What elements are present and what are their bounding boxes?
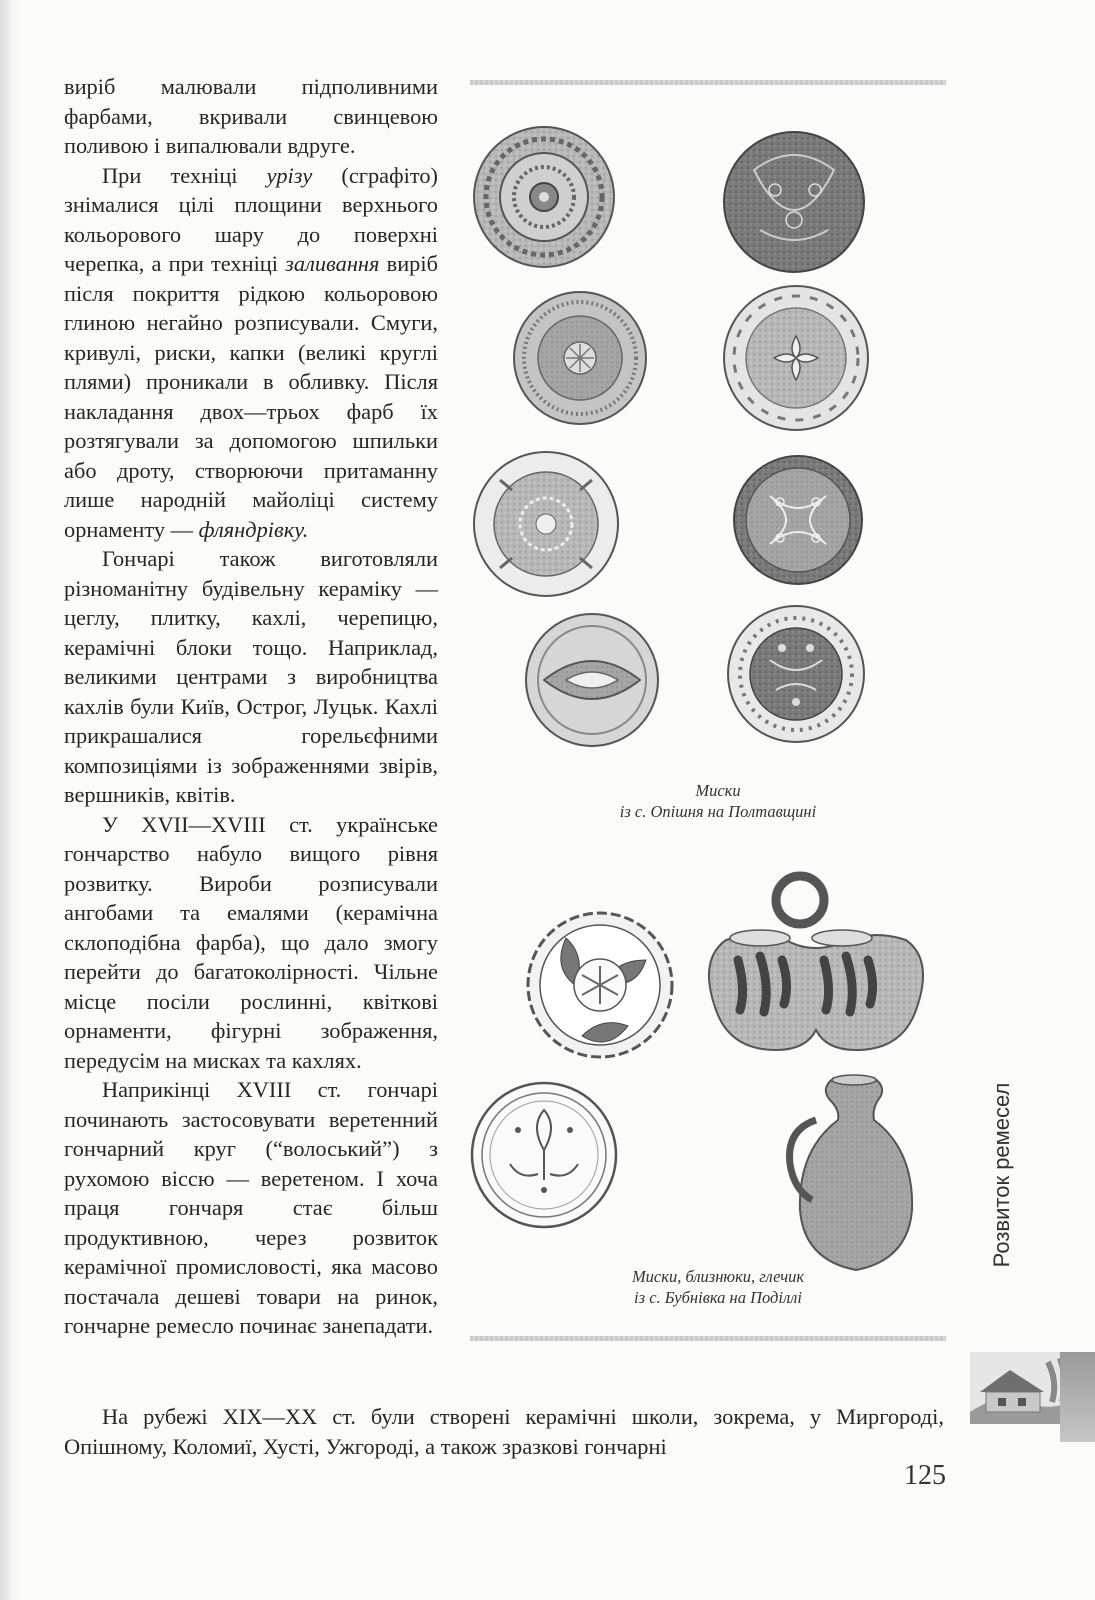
term-urizu: урізу bbox=[266, 162, 313, 188]
term-fliandrivka: фляндрівку. bbox=[198, 516, 309, 542]
bowl-2 bbox=[724, 132, 864, 272]
page-gutter bbox=[0, 0, 18, 1600]
bowl-4 bbox=[724, 286, 868, 430]
full-width-text bbox=[64, 1402, 944, 1461]
bowl-10 bbox=[472, 1083, 616, 1227]
bowl-6 bbox=[734, 456, 862, 584]
bowl-5 bbox=[474, 452, 618, 596]
left-column-text bbox=[64, 72, 438, 1341]
caption-figure-2: Миски, близнюки, глечик із с. Бубнівка на Поділлі bbox=[631, 1267, 805, 1307]
term-zalyvannia: заливання bbox=[285, 251, 380, 276]
section-side-tab: Розвиток ремесел bbox=[989, 1082, 1014, 1268]
paragraph-2: При техніці урізу (сграфіто) знімалися цілі площини верхнього кольорового шару до поверхні черепка, а при техніці заливання виріб після покриття рідкою кольоровою глиною негайно розписували. Смуги, кривулі, риски, капки (великі круглі плями) проникали в обливку. Після накладання двох—трьох фарб їх розтягували за допомогою шпильки або дроту, створюючи притаманну лише народній майоліці систему орнаменту — фляндрівку. bbox=[64, 162, 438, 542]
bowl-7 bbox=[526, 614, 658, 746]
paragraph-1: виріб малювали підполивними фарбами, вкривали свинцевою поливою і випалювали вдруге. bbox=[64, 74, 438, 158]
page-number: 125 bbox=[904, 1460, 946, 1491]
caption-figure-1: Миски із с. Опішня на Полтавщині bbox=[619, 781, 817, 821]
section-tab-bar bbox=[1060, 1352, 1095, 1442]
paragraph-3: Гончарі також виготовляли різноманітну будівельну кераміку — цеглу, плитку, кахлі, черепицю, керамічні блоки тощо. Наприклад, великими центрами з виробництва кахлів були Київ, Острог, Луцьк. Кахлі прикрашалися горельєфними композиціями із зображеннями звірів, вершників, квітів. bbox=[64, 546, 438, 807]
bowl-8 bbox=[728, 606, 864, 742]
paragraph-4: У XVII—XVIII ст. українське гончарство набуло вищого рівня розвитку. Вироби розписували ангобами та емалями (керамічна склоподібна фарба), що дало змогу перейти до багатоколірності. Чільне місце посіли рослинні, квіткові орнаменти, фігурні зображення, передусім на мисках та кахлях. bbox=[64, 811, 438, 1073]
paragraph-6: На рубежі XIX—XX ст. були створені керамічні школи, зокрема, у Миргороді, Опішному, Коломиї, Хусті, Ужгороді, а також зразкові гончарні bbox=[64, 1404, 944, 1459]
figure-top-rule bbox=[470, 80, 946, 85]
ceramics-illustrations bbox=[470, 100, 946, 1340]
bowl-9 bbox=[528, 913, 672, 1057]
ceramics-figure bbox=[470, 100, 946, 1340]
jug bbox=[790, 1075, 913, 1270]
bowl-3 bbox=[514, 292, 646, 424]
twin-pots bbox=[709, 876, 923, 1050]
paragraph-5: Наприкінці XVIII ст. гончарі починають застосовувати веретенний гончарний круг (“волоський”) з рухомою віссю — веретеном. І хоча праця гончаря стає більш продуктивною, через розвиток керамічної промисловості, яка масово постачала дешеві товари на ринок, гончарне ремесло починає занепадати. bbox=[64, 1077, 438, 1338]
bowl-1 bbox=[474, 127, 614, 267]
